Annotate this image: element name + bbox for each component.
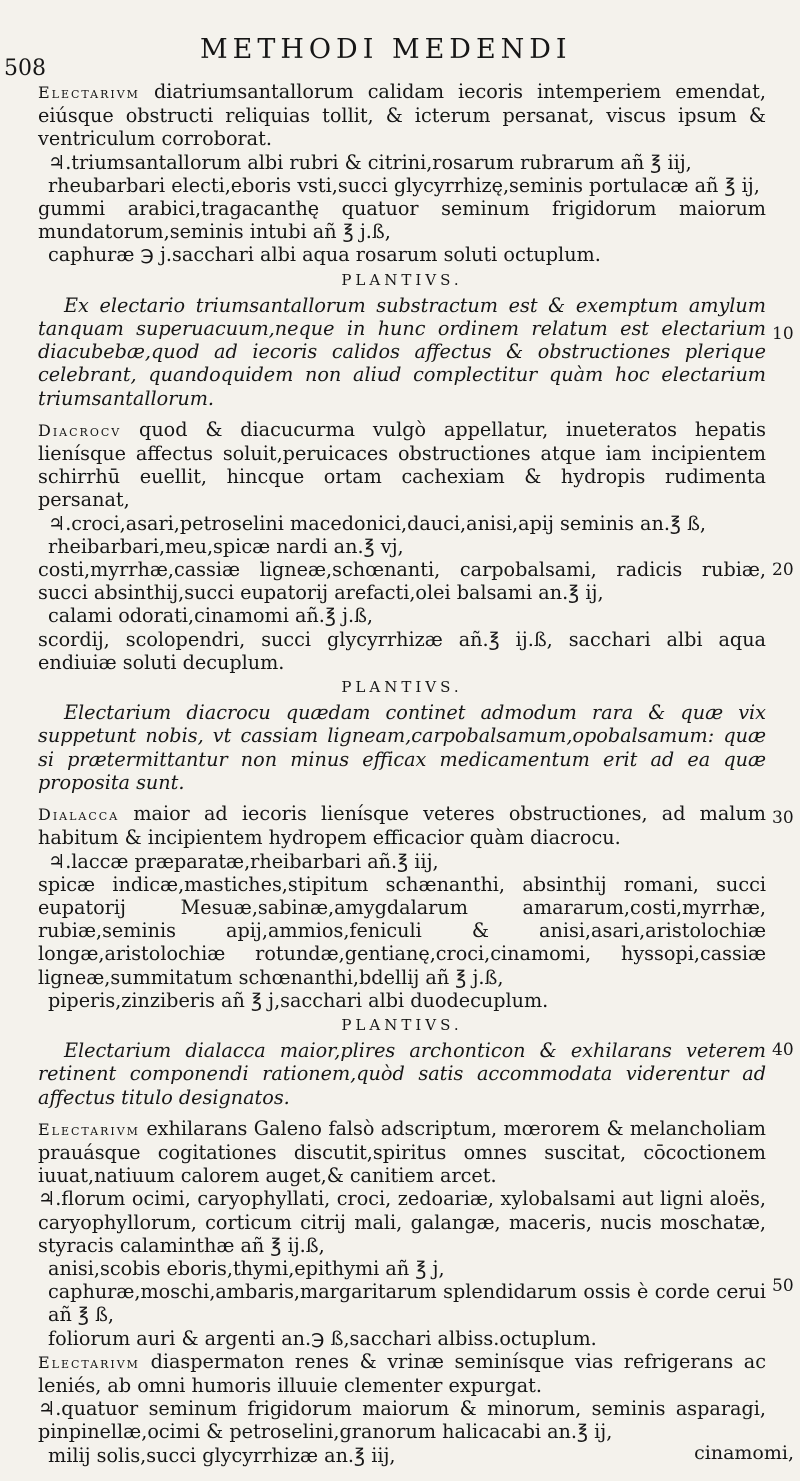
recipe-line: anisi,scobis eboris,thymi,epithymi añ ℥ j,	[48, 1256, 445, 1280]
catchword: cinamomi,	[694, 1442, 794, 1464]
running-head: METHODI MEDENDI	[200, 34, 572, 65]
recipe	[38, 1397, 766, 1467]
entry-text: quod & diacucurma vulgò appellatur, inueteratos hepatis lienísque affectus soluit,peruicaces obstructiones atque iam incipientem schirrhū euellit, hincque ortam cachexiam & hydropis rudimenta persanat,	[38, 417, 766, 512]
recipe-line: ♃.florum ocimi, caryophyllati, croci, zedoariæ, xylobalsami aut ligni aloës, caryophyllorum, corticum citrij mali, galangæ, maceris, nucis moschatæ, styracis calaminthæ añ ℥ ij.ß,	[38, 1187, 766, 1257]
recipe-line: piperis,zinziberis añ ℥ j,sacchari albi duodecuplum.	[48, 988, 549, 1012]
line-number-10: 10	[772, 324, 794, 344]
recipe-line: ♃.quatuor seminum frigidorum maiorum & minorum, seminis asparagi, pinpinellæ,ocimi & petroselini,granorum halicacabi an.℥ ij,	[38, 1397, 766, 1444]
recipe-line: spicæ indicæ,mastiches,stipitum schænanthi, absinthij romani, succi eupatorij Mesuæ,sabinæ,amygdalarum amararum,costi,myrrhæ, rubiæ,seminis apij,ammios,feniculi & anisi,asari,aristolochiæ longæ,aristolochiæ rotundæ,gentianę,croci,cinamomi, hyssopi,cassiæ ligneæ,summitatum schœnanthi,bdellij añ ℥ j.ß,	[38, 872, 766, 989]
recipe	[38, 1187, 766, 1349]
entry-electarium-exhilarans	[38, 1117, 766, 1188]
commentary-text: Electarium diacrocu quædam continet admodum rara & quæ vix suppetunt nobis, vt cassiam ligneam,carpobalsamum,opobalsamum: quæ si prætermittantur non minus efficax medicamentum erit ad ea quæ proposita sunt.	[38, 701, 766, 794]
entry-lead: Electarivm	[38, 1352, 140, 1372]
recipe-line: milij solis,succi glycyrrhizæ an.℥ iij,	[48, 1443, 396, 1467]
recipe-line: rheubarbari electi,eboris vsti,succi glycyrrhizę,seminis portulacæ añ ℥ ij,	[48, 173, 760, 197]
entry-diacrocu	[38, 418, 766, 512]
line-number-40: 40	[772, 1040, 794, 1060]
recipe-line: costi,myrrhæ,cassiæ ligneæ,schœnanti, carpobalsami, radicis rubiæ, succi absinthij,succi eupatorij arefacti,olei balsami an.℥ ij,	[38, 558, 766, 605]
commentary-heading: PLANTIVS.	[341, 270, 463, 289]
recipe	[38, 151, 766, 267]
entry-lead: Electarivm	[38, 1119, 140, 1139]
entry-dialacca	[38, 802, 766, 849]
page-number: 508	[4, 56, 46, 81]
commentary-text: Ex electario triumsantallorum substractum est & exemptum amylum tanquam superuacuum,neque in hunc ordinem relatum est electarium diacubebæ,quod ad iecoris calidos affectus & obstructiones plerique celebrant, quandoquidem non aliud complectitur quàm hoc electarium triumsantallorum.	[38, 293, 766, 410]
entry-text: diaspermaton renes & vrinæ seminísque vias refrigerans ac leniés, ab omni humoris illuuie clementer expurgat.	[38, 1349, 766, 1397]
entry-text: maior ad iecoris lienísque veteres obstructiones, ad malum habitum & incipientem hydropem efficacior quàm diacrocu.	[38, 802, 766, 850]
recipe-line: scordij, scolopendri, succi glycyrrhizæ añ.℥ ij.ß, sacchari albi aqua endiuiæ soluti decuplum.	[38, 627, 766, 674]
commentary-heading: PLANTIVS.	[341, 678, 463, 697]
recipe	[38, 512, 766, 674]
recipe-line: foliorum auri & argenti an.℈ ß,sacchari albiss.octuplum.	[48, 1326, 597, 1350]
recipe-line: calami odorati,cinamomi añ.℥ j.ß,	[48, 604, 374, 628]
entry-text: exhilarans Galeno falsò adscriptum, mœrorem & melancholiam prauásque cogitationes discutit,spiritus omnes suscitat, cōcoctionem iuuat,natiuum calorem auget,& canitiem arcet.	[38, 1116, 766, 1188]
entry-lead: Diacrocv	[38, 420, 122, 440]
commentary-text: Electarium dialacca maior,plires archonticon & exhilarans veterem retinent componendi rationem,quòd satis accommodata viderentur ad affectus titulo designatos.	[38, 1039, 766, 1109]
recipe-line: ♃.laccæ præparatæ,rheibarbari añ.℥ iij,	[48, 849, 439, 873]
entry-lead: Electarivm	[38, 83, 140, 102]
line-number-20: 20	[772, 560, 794, 580]
line-number-30: 30	[772, 808, 794, 828]
recipe-line: ♃.croci,asari,petroselini macedonici,dauci,anisi,apij seminis an.℥ ß,	[48, 511, 707, 535]
line-number-50: 50	[772, 1276, 794, 1296]
recipe-line: caphuræ ℈ j.sacchari albi aqua rosarum soluti octuplum.	[48, 243, 601, 267]
commentary-heading: PLANTIVS.	[341, 1015, 463, 1034]
recipe-line: gummi arabici,tragacanthę quatuor seminum frigidorum maiorum mundatorum,seminis intubi añ ℥ j.ß,	[38, 197, 766, 244]
entry-lead: Dialacca	[38, 805, 120, 825]
main-text	[38, 80, 766, 1467]
recipe-line: rheibarbari,meu,spicæ nardi an.℥ vj,	[48, 534, 404, 558]
recipe-line: caphuræ,moschi,ambaris,margaritarum splendidarum ossis è corde cerui añ ℥ ß,	[48, 1280, 766, 1327]
entry-electarium-triumsantallorum	[38, 80, 766, 151]
entry-electarium-diaspermaton	[38, 1350, 766, 1397]
entry-text: diatriumsantallorum calidam iecoris intemperiem emendat, eiúsque obstructi reliquias tollit, & icterum persanat, viscus ipsum & ventriculum corroborat.	[38, 80, 766, 151]
recipe	[38, 850, 766, 1012]
recipe-line: ♃.triumsantallorum albi rubri & citrini,rosarum rubrarum añ ℥ iij,	[48, 150, 692, 174]
